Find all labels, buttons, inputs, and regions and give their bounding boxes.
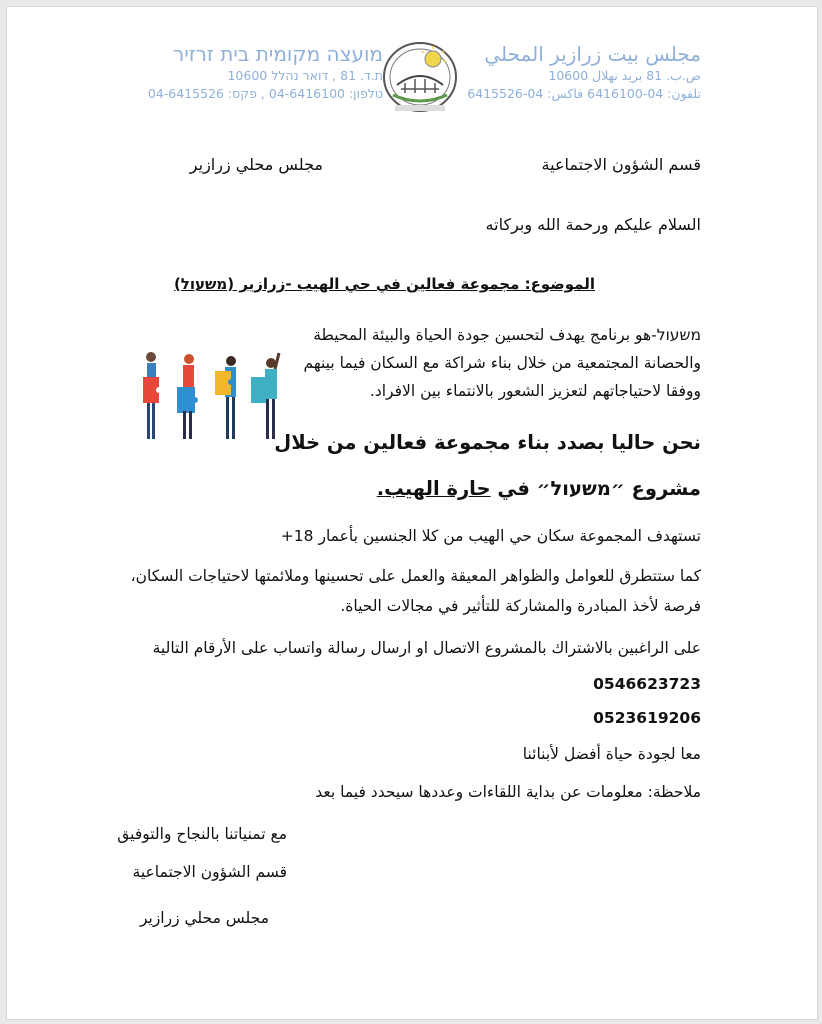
puzzle-piece <box>177 387 198 413</box>
header-arabic-phones: تلفون: 04-6416100 فاكس: 04-6415526 <box>467 86 701 101</box>
header-hebrew-address: ת.ד. 81 , דואר נהלל 10600 <box>227 68 383 83</box>
greeting: السلام عليكم ورحمة الله وبركاته <box>485 215 701 234</box>
body-paragraph <box>131 561 701 621</box>
body-line: كما ستتطرق للعوامل والظواهر المعيقة والعمل على تحسينها وملائمتها لاحتياجات السكان، <box>130 567 701 585</box>
signature-department: قسم الشؤون الاجتماعية <box>132 863 287 881</box>
person-head <box>146 352 156 362</box>
header-arabic <box>451 41 701 103</box>
header-arabic-title: مجلس بيت زرازير المحلي <box>484 42 701 66</box>
council-logo <box>375 37 465 123</box>
department-label: قسم الشؤون الاجتماعية <box>541 155 701 174</box>
letter-page <box>6 6 818 1020</box>
subject-line: الموضوع: مجموعة فعالين في حي الهيب -زرازير (משעול) <box>173 275 595 293</box>
intro-paragraph <box>304 321 701 405</box>
intro-line: משעול-هو برنامج يهدف لتحسين جودة الحياة والبيئة المحيطة <box>313 326 701 344</box>
headline-project: مشروع ״משעול״ في <box>497 477 701 500</box>
header-hebrew <box>123 41 383 103</box>
contact-intro: على الراغبين بالاشتراك بالمشروع الاتصال او ارسال رسالة واتساب على الأرقام التالية <box>152 639 701 657</box>
target-audience: تستهدف المجموعة سكان حي الهيب من كلا الجنسين بأعمار 18+ <box>280 527 701 545</box>
phone-number-2: 0523619206 <box>593 709 701 727</box>
header-hebrew-title: מועצה מקומית בית זרזיר <box>172 42 383 66</box>
together-slogan: معا لجودة حياة أفضل لأبنائنا <box>522 745 701 763</box>
intro-line: والحصانة المجتمعية من خلال بناء شراكة مع السكان فيما بينهم <box>303 354 701 372</box>
header-arabic-address: ص.ب. 81 بريد نهلال 10600 <box>548 68 701 83</box>
closing-wish: مع تمنياتنا بالنجاح والتوفيق <box>117 825 287 843</box>
phone-number-1: 0546623723 <box>593 675 701 693</box>
puzzle-people-illustration <box>139 349 289 445</box>
signature-council: مجلس محلي زرازير <box>139 909 269 927</box>
puzzle-piece <box>143 377 159 403</box>
headline-line-2 <box>377 477 701 500</box>
body-line: فرصة لأخذ المبادرة والمشاركة للتأثير في مجالات الحياة. <box>340 597 701 615</box>
council-label: مجلس محلي زرازير <box>189 155 323 174</box>
note: ملاحظة: معلومات عن بداية اللقاءات وعددها سيحدد فيما بعد <box>315 783 701 801</box>
headline-neighborhood: حارة الهيب. <box>376 477 491 500</box>
intro-line: ووفقا لاحتياجاتهم لتعزيز الشعور بالانتماء بين الافراد. <box>369 382 701 400</box>
header-hebrew-phones: טלפון: 04-6416100 , פקס: 04-6415526 <box>147 86 383 101</box>
headline-line-1: نحن حاليا بصدد بناء مجموعة فعالين من خلال <box>274 431 701 454</box>
